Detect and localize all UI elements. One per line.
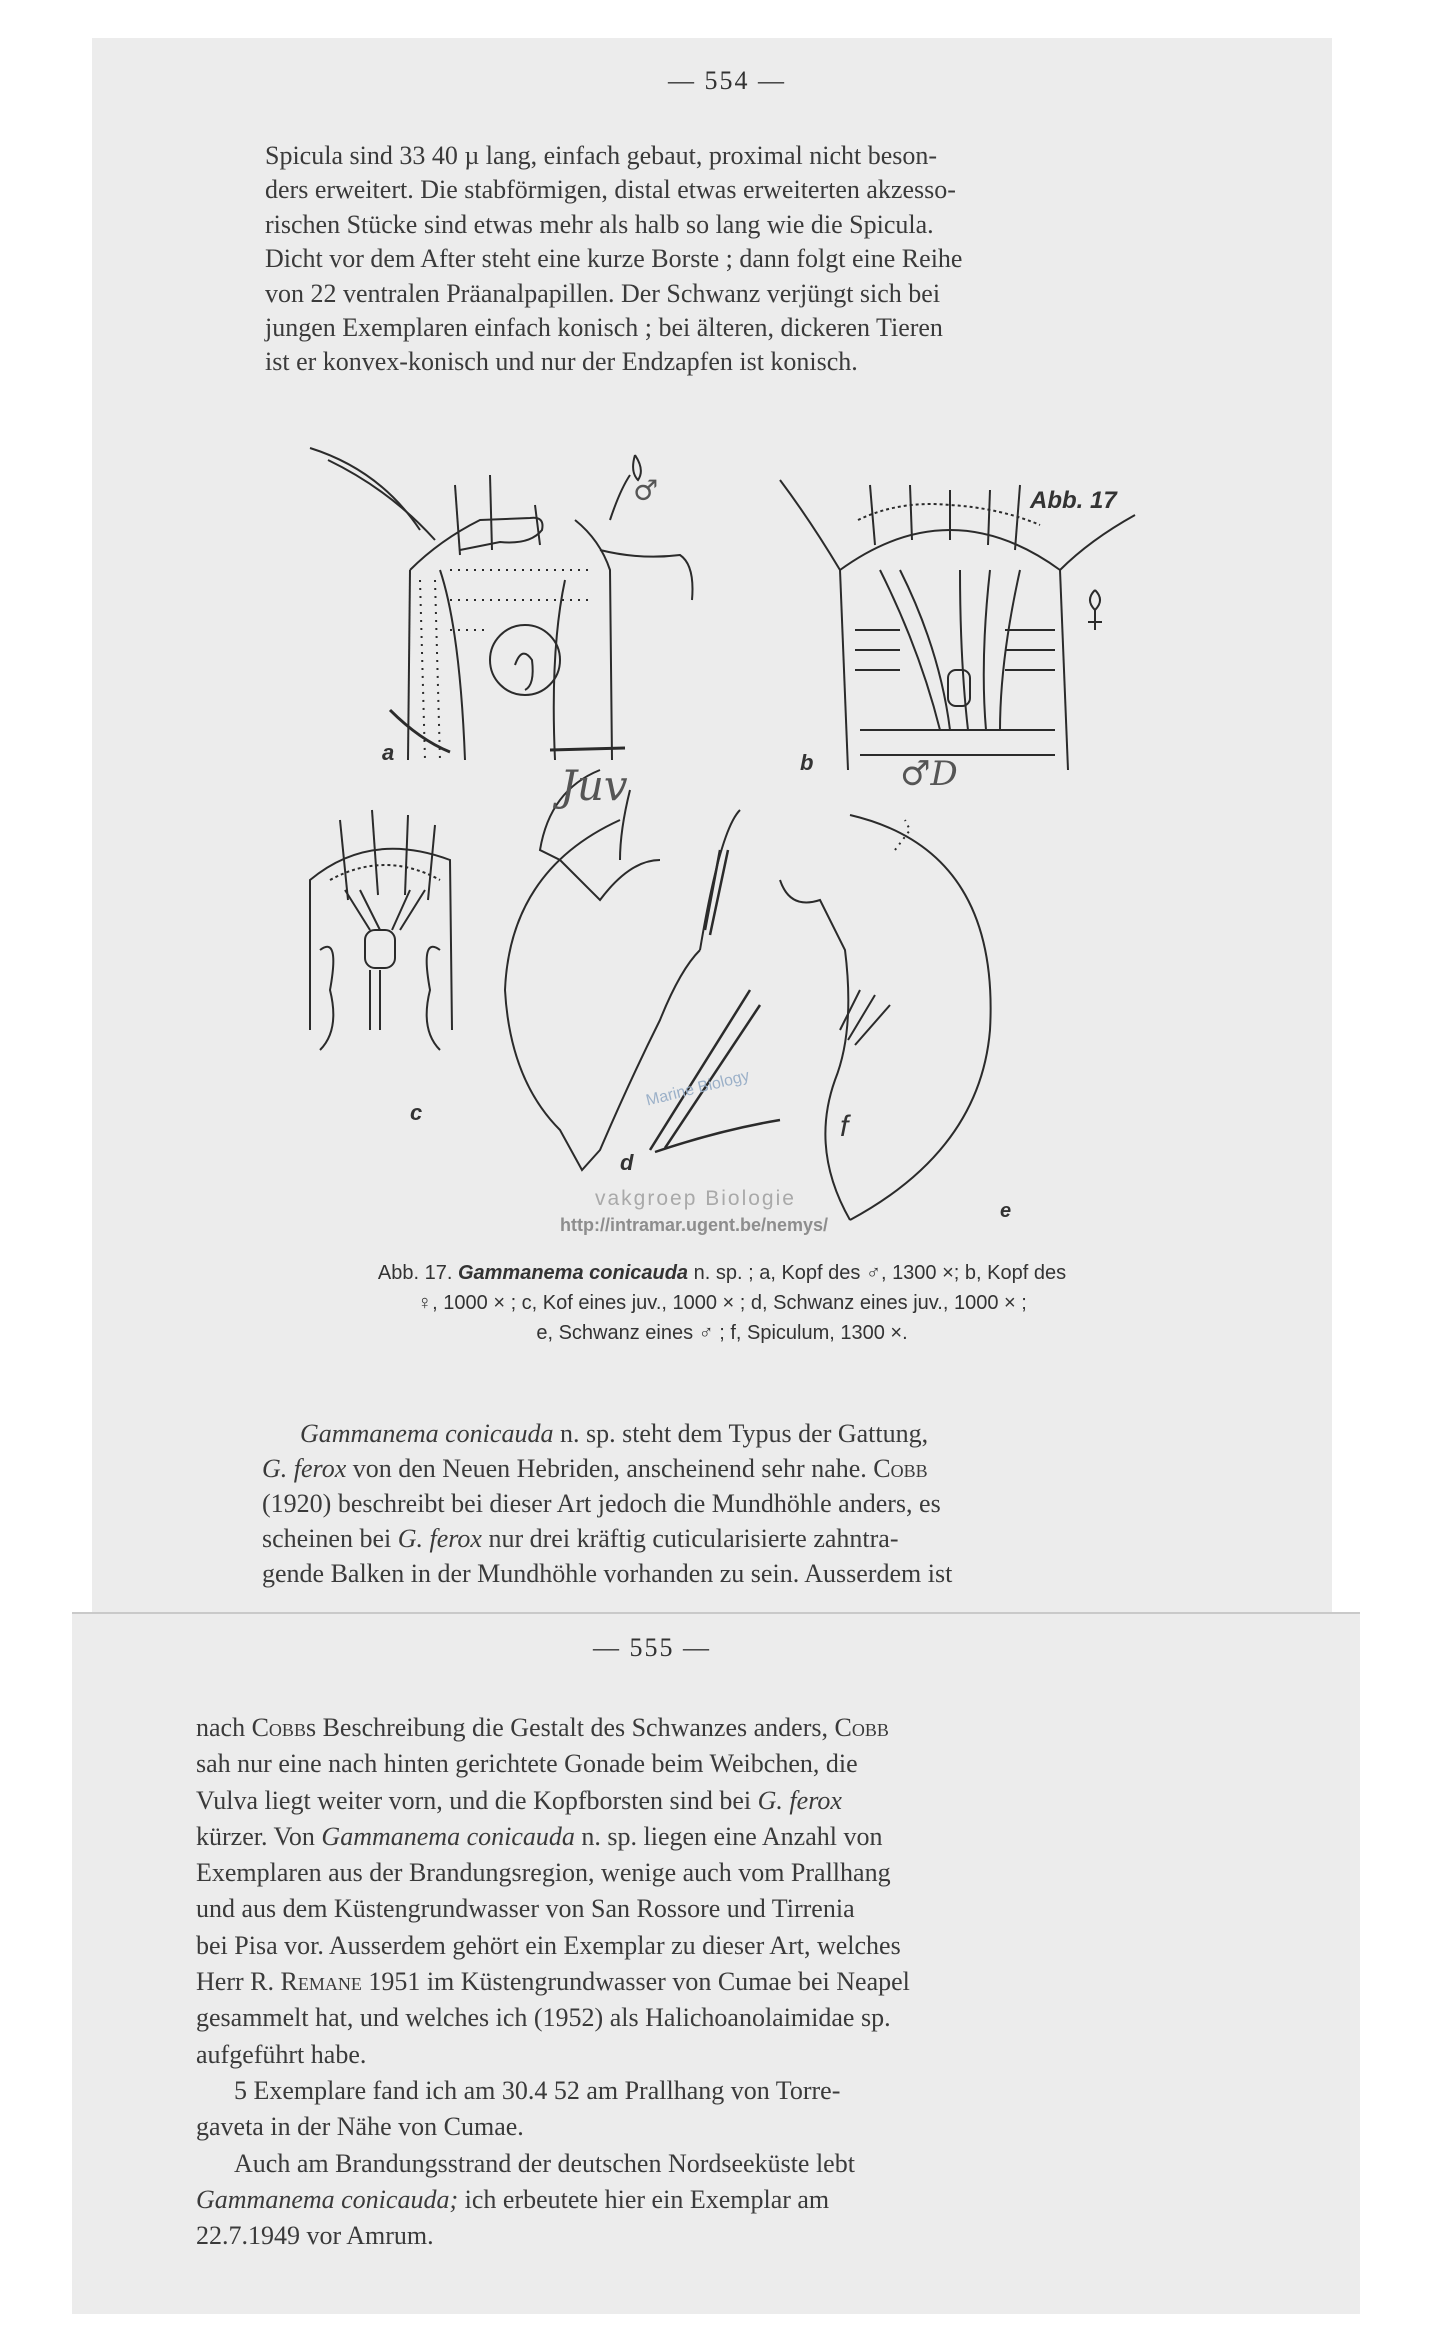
species-name: Gammanema conicauda; bbox=[196, 2184, 459, 2214]
genus-abbrev: G. bbox=[262, 1454, 288, 1483]
panel-label-c: c bbox=[410, 1100, 423, 1125]
watermark-url: http://intramar.ugent.be/nemys/ bbox=[560, 1215, 829, 1235]
text-fragment: n. sp. steht dem Typus der Gattung, bbox=[553, 1419, 929, 1448]
page-number-554: — 554 — bbox=[668, 66, 786, 95]
text-line bbox=[262, 1416, 1172, 1451]
text-line: (1920) beschreibt bei dieser Art jedoch die Mundhöhle anders, es bbox=[262, 1489, 941, 1518]
caption-species: Gammanema conicauda bbox=[457, 1262, 689, 1284]
author-cobb: Cobb bbox=[251, 1713, 306, 1742]
caption-line1-rest: n. sp. ; a, Kopf des ♂, 1300 ×; b, Kopf des bbox=[693, 1262, 1067, 1284]
watermark-name: Marine Biology bbox=[644, 1067, 752, 1110]
caption-line-3: e, Schwanz eines ♂ ; f, Spiculum, 1300 ×. bbox=[536, 1322, 908, 1344]
panel-e-drawing bbox=[780, 815, 991, 1220]
watermark-org: vakgroep Biologie bbox=[595, 1187, 796, 1210]
text-fragment: nach bbox=[196, 1713, 252, 1742]
text-line: gesammelt hat, und welches ich (1952) als Halichoanolaimidae sp. bbox=[196, 2003, 891, 2033]
text-fragment: Vulva liegt weiter vorn, und die Kopfborsten sind bei bbox=[196, 1785, 758, 1815]
paragraph-comparison bbox=[262, 1416, 1172, 1591]
paragraph-spicula bbox=[265, 139, 1175, 380]
text-line: und aus dem Küstengrundwasser von San Rossore und Tirrenia bbox=[196, 1894, 855, 1924]
text-line: bei Pisa vor. Ausserdem gehört ein Exemplar zu dieser Art, welches bbox=[196, 1930, 901, 1960]
text-line: gaveta in der Nähe von Cumae. bbox=[196, 2112, 524, 2142]
panel-label-a: a bbox=[382, 740, 395, 765]
text-line: ist er konvex-konisch und nur der Endzapfen ist konisch. bbox=[265, 347, 858, 377]
text-fragment: von den Neuen Hebriden, anscheinend sehr nahe. bbox=[346, 1454, 867, 1483]
caption-line-1 bbox=[262, 1258, 1182, 1288]
text-line: 22.7.1949 vor Amrum. bbox=[196, 2221, 434, 2251]
text-line bbox=[196, 1964, 1106, 2000]
text-line: rischen Stücke sind etwas mehr als halb so lang wie die Spicula. bbox=[265, 209, 934, 239]
male-symbol-a: ♂ bbox=[633, 474, 659, 507]
species-g-ferox: G. ferox bbox=[757, 1785, 842, 1815]
text-line: ders erweitert. Die stabförmigen, distal etwas erweiterten akzesso- bbox=[265, 175, 956, 205]
text-fragment: 1951 im Küstengrundwasser von Cumae bei Neapel bbox=[361, 1967, 910, 1997]
species-ferox: ferox bbox=[293, 1454, 347, 1483]
panel-f-drawing bbox=[650, 850, 780, 1152]
text-line: jungen Exemplaren einfach konisch ; bei älteren, dickeren Tieren bbox=[265, 313, 943, 343]
panel-label-e: e bbox=[1000, 1200, 1012, 1222]
panel-c-drawing bbox=[310, 810, 452, 1050]
text-line bbox=[262, 1521, 1172, 1556]
caption-prefix: Abb. 17. bbox=[377, 1262, 453, 1284]
text-line: 5 Exemplare fand ich am 30.4 52 am Prallhang von Torre- bbox=[234, 2075, 841, 2105]
figure-caption bbox=[262, 1258, 1182, 1348]
caption-line-2: ♀, 1000 × ; c, Kof eines juv., 1000 × ; d, Schwanz eines juv., 1000 × ; bbox=[417, 1292, 1027, 1314]
species-ferox: ferox bbox=[429, 1524, 482, 1553]
panel-label-b: b bbox=[800, 750, 814, 775]
text-line: aufgeführt habe. bbox=[196, 2039, 367, 2069]
author-cobb: Cobb bbox=[873, 1454, 928, 1483]
figure-abb-17 bbox=[300, 430, 1160, 1240]
text-line: sah nur eine nach hinten gerichtete Gonade beim Weibchen, die bbox=[196, 1749, 858, 1779]
text-fragment: scheinen bei bbox=[262, 1524, 398, 1553]
species-name: Gammanema conicauda bbox=[300, 1419, 554, 1448]
text-fragment: s Beschreibung die Gestalt des Schwanzes anders, bbox=[305, 1713, 835, 1742]
text-fragment: n. sp. liegen eine Anzahl von bbox=[574, 1821, 883, 1851]
text-fragment: ich erbeutete hier ein Exemplar am bbox=[458, 2184, 830, 2214]
text-fragment: kürzer. Von bbox=[196, 1821, 322, 1851]
panel-label-f: f bbox=[840, 1110, 849, 1143]
paragraph-page-555 bbox=[196, 1710, 1106, 2254]
author-cobb: Cobb bbox=[834, 1713, 889, 1742]
figure-title: Abb. 17 bbox=[1030, 487, 1117, 514]
panel-label-d: d bbox=[620, 1150, 634, 1175]
panel-d-drawing bbox=[505, 770, 740, 1170]
species-name: Gammanema conicauda bbox=[321, 1821, 575, 1851]
page-number-555: — 555 — bbox=[593, 1633, 711, 1662]
handwritten-juv: Juv bbox=[560, 761, 628, 810]
genus-abbrev: G. bbox=[397, 1524, 424, 1553]
panel-b-drawing bbox=[780, 480, 1135, 770]
text-line: Exemplaren aus der Brandungsregion, wenige auch vom Prallhang bbox=[196, 1858, 891, 1888]
text-line bbox=[196, 1819, 1106, 1855]
text-line: Dicht vor dem After steht eine kurze Borste ; dann folgt eine Reihe bbox=[265, 244, 963, 274]
handwritten-male-note: ♂D bbox=[900, 754, 958, 794]
text-line bbox=[196, 1783, 1106, 1819]
text-fragment: nur drei kräftig cuticularisierte zahntra- bbox=[481, 1524, 899, 1553]
text-line bbox=[262, 1451, 1172, 1486]
text-line: Auch am Brandungsstrand der deutschen Nordseeküste lebt bbox=[234, 2148, 855, 2178]
text-line: Spicula sind 33 40 µ lang, einfach gebaut, proximal nicht beson- bbox=[265, 141, 938, 170]
text-line: gende Balken in der Mundhöhle vorhanden zu sein. Ausserdem ist bbox=[262, 1559, 953, 1588]
nematode-drawings bbox=[300, 430, 1160, 1240]
author-remane: Remane bbox=[280, 1967, 362, 1997]
text-line bbox=[196, 1710, 1106, 1746]
text-line bbox=[196, 2182, 1106, 2218]
text-fragment: Herr R. bbox=[196, 1967, 281, 1997]
text-line: von 22 ventralen Präanalpapillen. Der Schwanz verjüngt sich bei bbox=[265, 278, 941, 308]
